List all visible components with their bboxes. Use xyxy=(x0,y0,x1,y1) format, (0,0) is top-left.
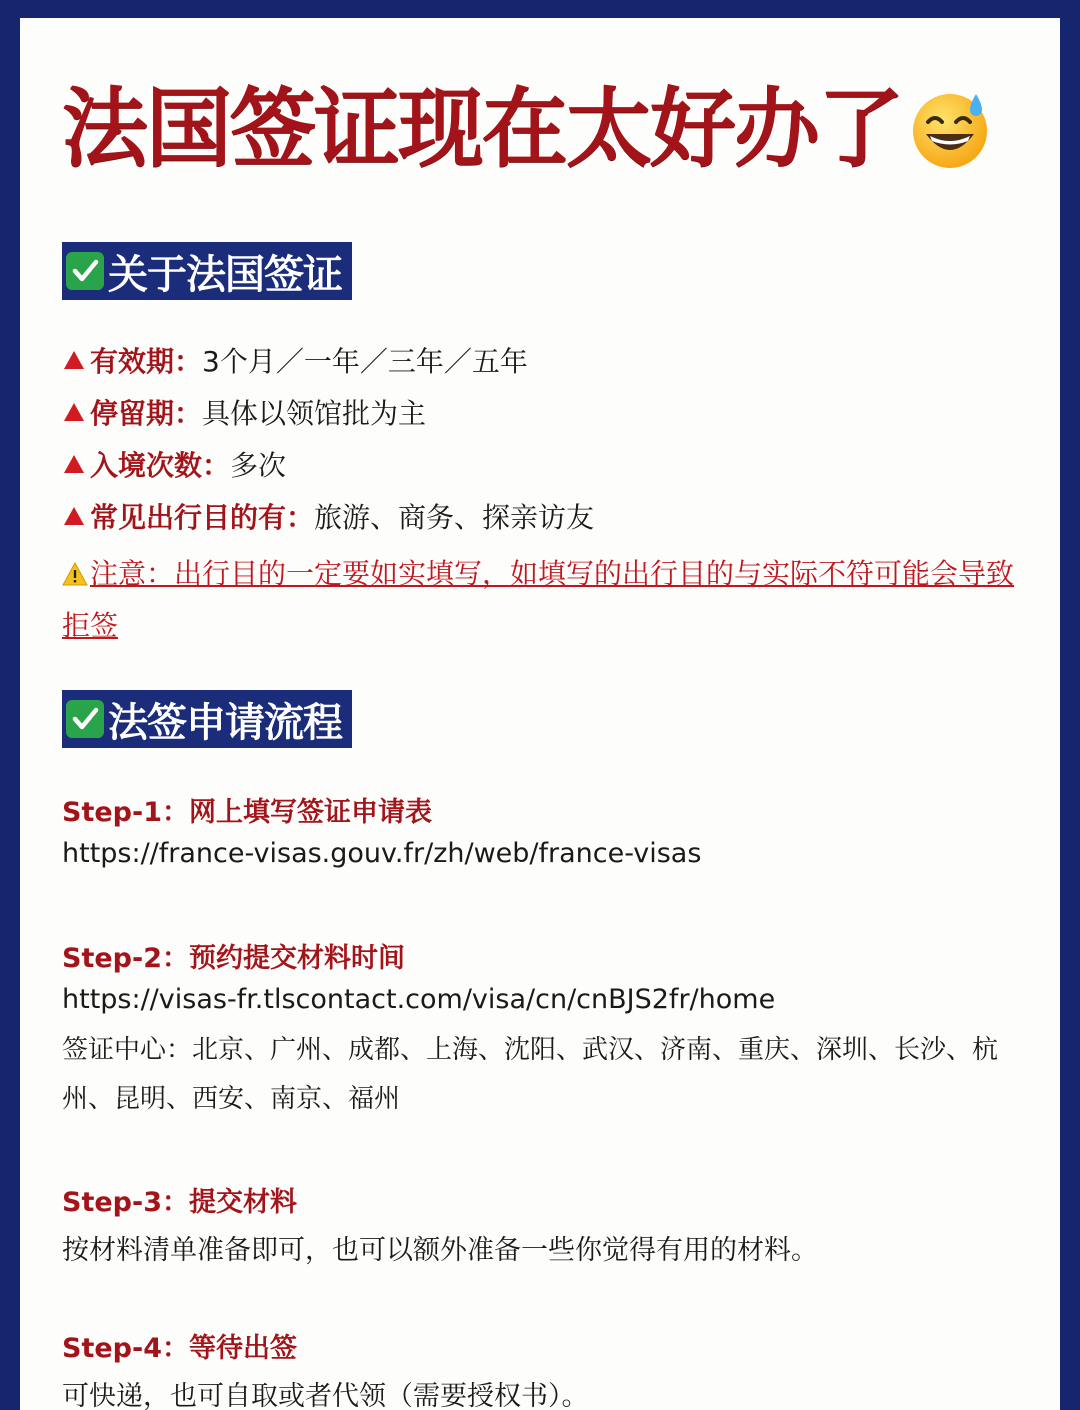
info-key: 入境次数： xyxy=(90,449,231,482)
grinning-sweat-emoji-icon xyxy=(910,88,992,170)
section-header-about xyxy=(62,242,352,300)
red-triangle-icon xyxy=(62,504,86,528)
page-title xyxy=(62,79,992,179)
section-header-process xyxy=(62,690,352,748)
section-label: 关于法国签证 xyxy=(108,251,342,298)
step-4-text: 可快递，也可自取或者代领（需要授权书）。 xyxy=(62,1381,589,1410)
check-icon xyxy=(66,700,104,738)
red-triangle-icon xyxy=(62,452,86,476)
info-row-stay xyxy=(62,392,426,432)
info-value: 具体以领馆批为主 xyxy=(202,397,427,430)
step-1-label: Step-1：网上填写签证申请表 xyxy=(62,797,432,828)
info-key: 停留期： xyxy=(90,397,203,430)
section-label: 法签申请流程 xyxy=(108,699,342,746)
page-card xyxy=(20,18,1060,1410)
step-2-link[interactable]: https://visas-fr.tlscontact.com/visa/cn/cnBJS2fr/home xyxy=(62,984,776,1015)
info-value: 旅游、商务、探亲访友 xyxy=(314,501,595,534)
info-row-purpose xyxy=(62,496,594,536)
info-value: 多次 xyxy=(230,449,287,482)
warning-icon xyxy=(62,562,88,586)
step-1-link[interactable]: https://france-visas.gouv.fr/zh/web/france-visas xyxy=(62,838,702,869)
step-2-centers: 签证中心：北京、广州、成都、上海、沈阳、武汉、济南、重庆、深圳、长沙、杭州、昆明、西安、南京、福州 xyxy=(62,1035,999,1114)
step-4-label: Step-4：等待出签 xyxy=(62,1333,297,1364)
red-triangle-icon xyxy=(62,400,86,424)
step-2-label: Step-2：预约提交材料时间 xyxy=(62,943,405,974)
info-key: 常见出行目的有： xyxy=(90,501,315,534)
warning-note xyxy=(62,548,1022,652)
warning-text: 注意：出行目的一定要如实填写，如填写的出行目的与实际不符可能会导致拒签 xyxy=(62,557,1015,642)
step-3-label: Step-3：提交材料 xyxy=(62,1187,297,1218)
red-triangle-icon xyxy=(62,348,86,372)
step-3-text: 按材料清单准备即可，也可以额外准备一些你觉得有用的材料。 xyxy=(62,1235,818,1266)
info-row-entries xyxy=(62,444,286,484)
title-text: 法国签证现在太好办了 xyxy=(62,79,902,179)
info-row-validity xyxy=(62,340,528,380)
check-icon xyxy=(66,252,104,290)
info-value: 3个月／一年／三年／五年 xyxy=(202,345,528,378)
info-key: 有效期： xyxy=(90,345,203,378)
